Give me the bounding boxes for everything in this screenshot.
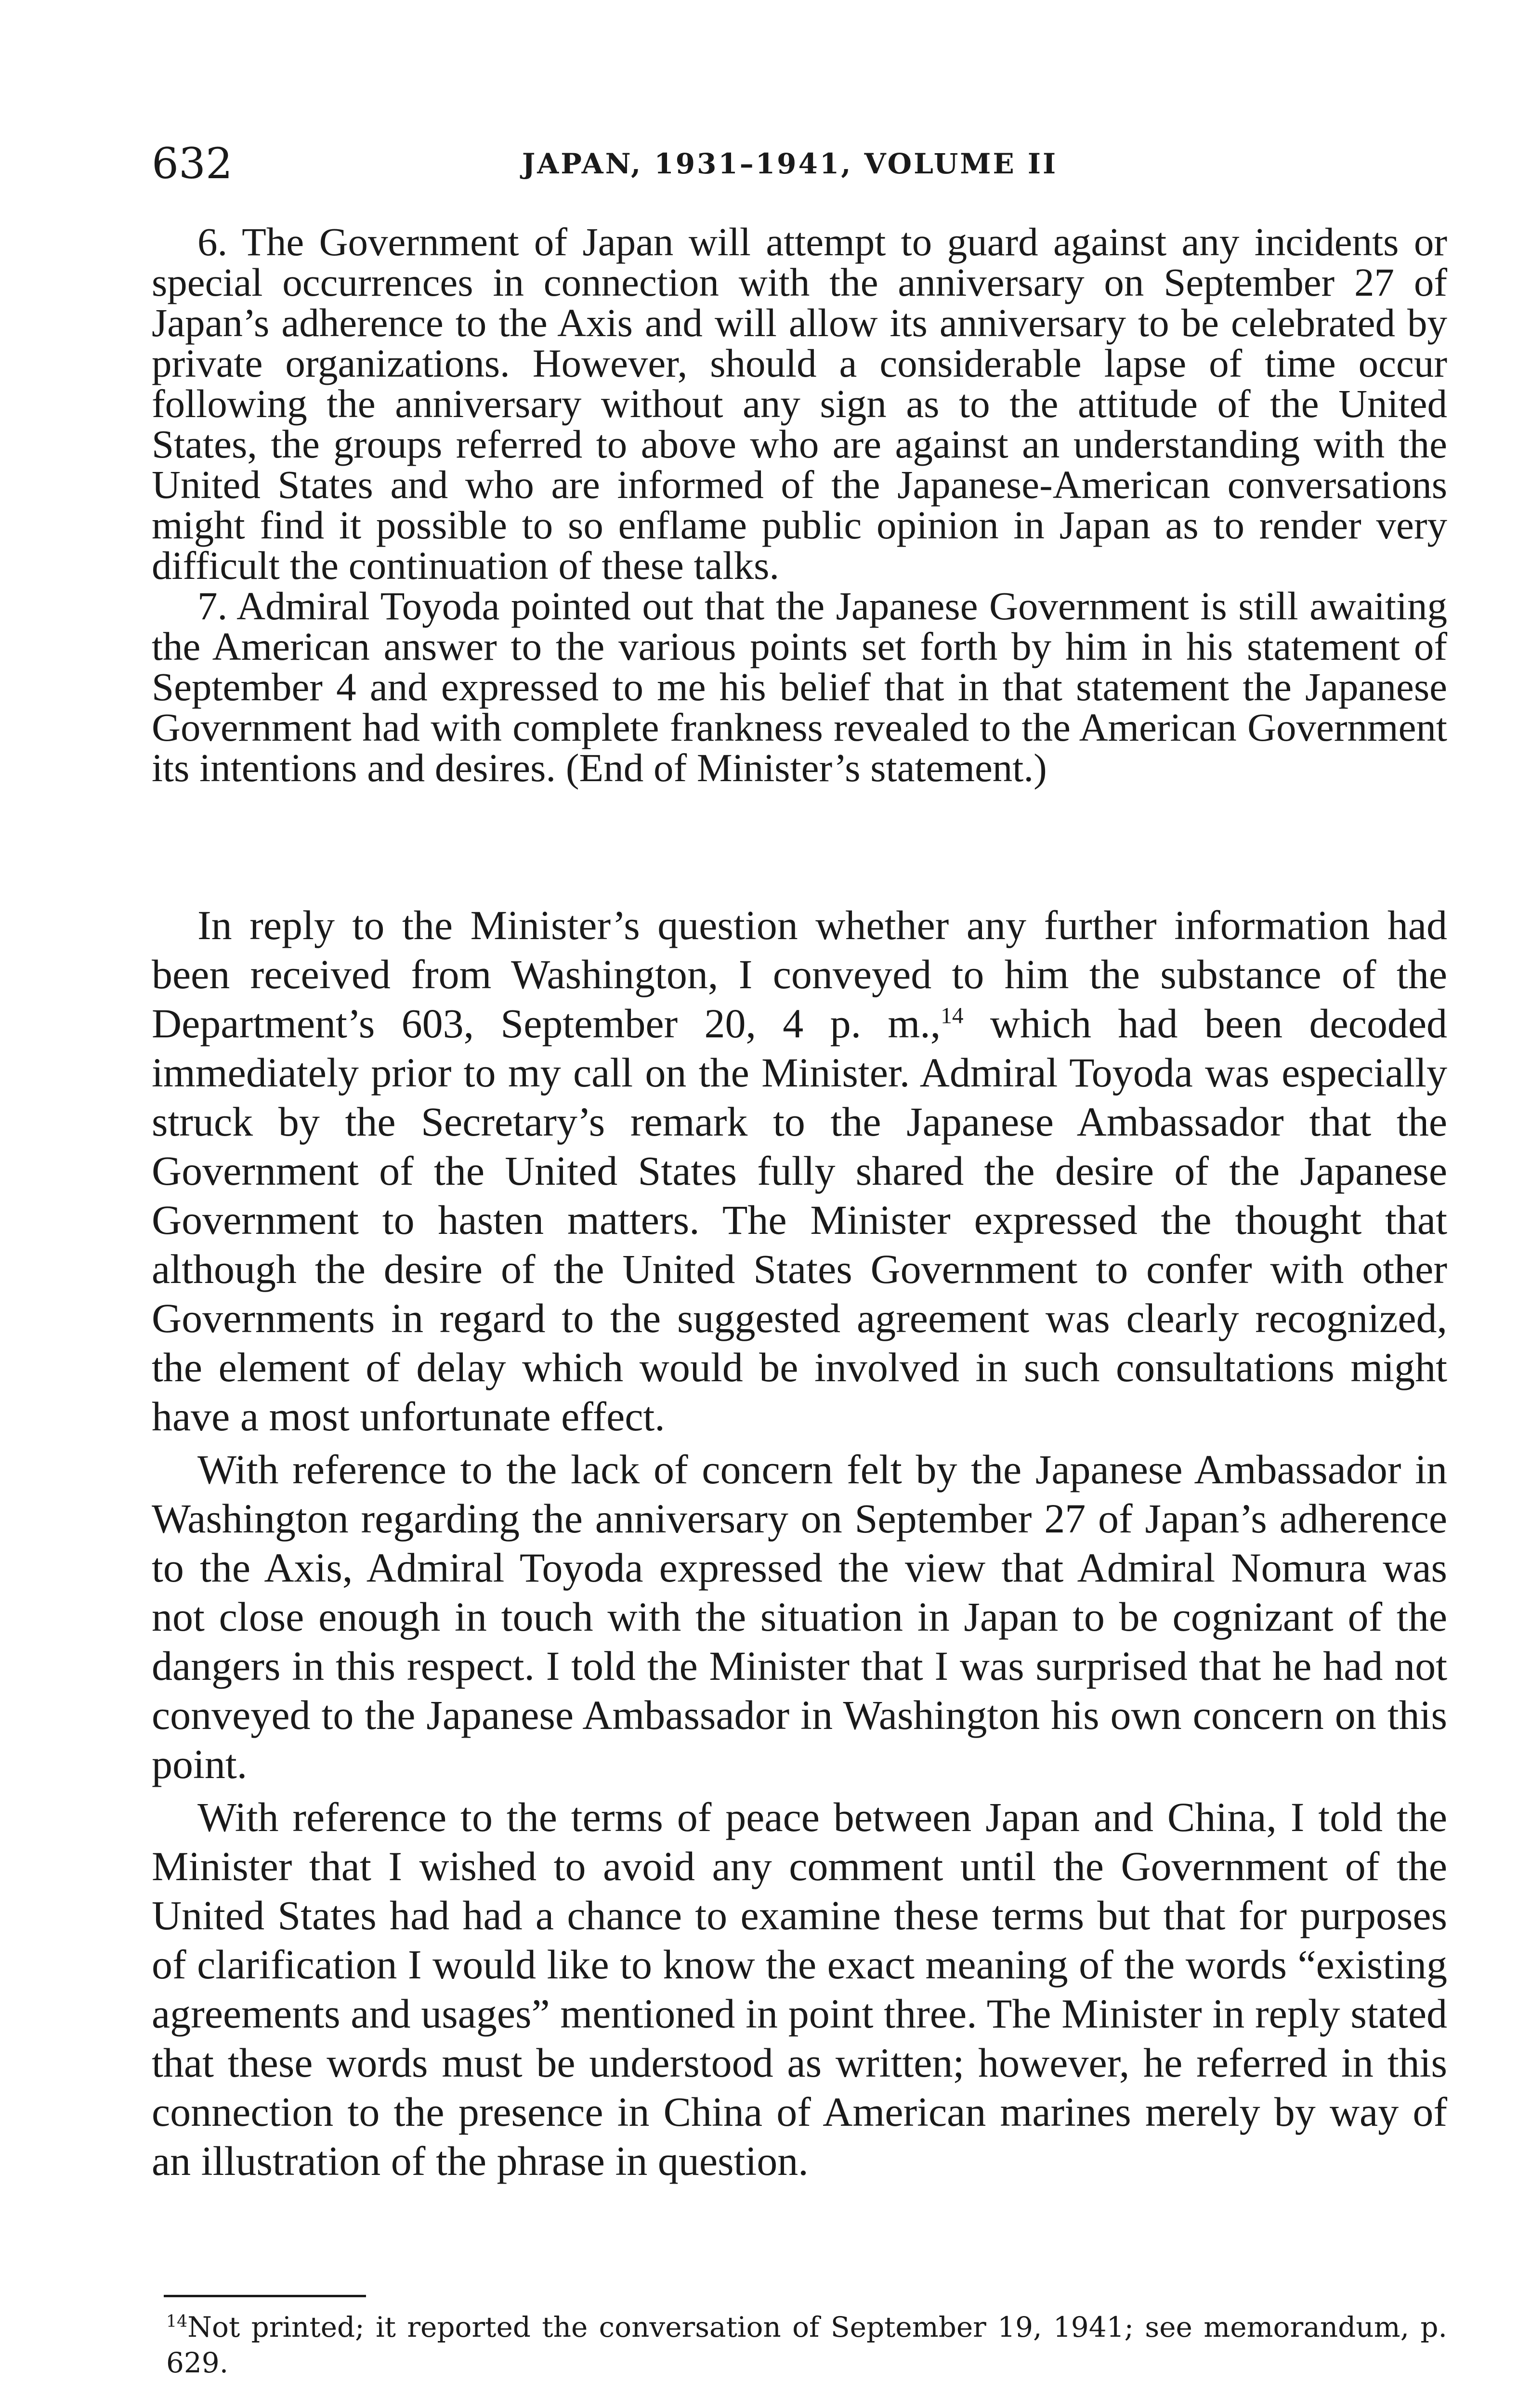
footnote-marker: 14	[166, 2312, 188, 2331]
footnote-divider	[164, 2295, 366, 2297]
page-header	[152, 137, 1447, 190]
paragraph-ambassador-concern: With reference to the lack of concern felt by the Japanese Ambassador in Washington regarding the anniversary on September 27 of Japan’s adherence to the Axis, Admiral Toyoda expressed the view that Admiral Nomura was not close enough in touch with the situation in Japan to be cognizant of the dangers in this respect. I told the Minister that I was surprised that he had not conveyed to the Japanese Ambassador in Washington his own concern on this point.	[152, 1446, 1447, 1787]
paragraph-reply-end: which had been decoded immediately prior to my call on the Minister. Admiral Toyoda was especially struck by the Secretary’s remark to the Japanese Ambassador that the Government of the United States fully shared the desire of the Japanese Government to hasten matters. The Minister expressed the thought that although the desire of the United States Government to confer with other Governments in regard to the suggested agreement was clearly recognized, the element of delay which would be involved in such consultations might have a most unfortunate effect.	[152, 1000, 1447, 1440]
body-text-main	[152, 901, 1447, 2189]
paragraph-reply-start: In reply to the Minister’s question whether any further information had been received from Washington, I conveyed to him the substance of the Department’s 603, September 20, 4 p. m.,	[152, 902, 1447, 1047]
paragraph-point-7: 7. Admiral Toyoda pointed out that the Japanese Government is still awaiting the American answer to the various points set forth by him in his statement of September 4 and expressed to me his belief that in that statement the Japanese Government had with complete frankness revealed to the American Government its intentions and desires. (End of Minister’s statement.)	[152, 584, 1447, 790]
page-number: 632	[152, 139, 233, 188]
running-head: JAPAN, 1931–1941, VOLUME II	[522, 147, 1058, 180]
footnote	[166, 2309, 1447, 2381]
body-text-upper	[152, 222, 1447, 788]
paragraph-reply	[152, 901, 1447, 1441]
footnote-text: Not printed; it reported the conversation of September 19, 1941; see memorandum, p. 629.	[166, 2311, 1447, 2379]
paragraph-point-6: 6. The Government of Japan will attempt to guard against any incidents or special occurrences in connection with the anniversary on September 27 of Japan’s adherence to the Axis and will allow its anniversary to be celebrated by private organizations. However, should a considerable lapse of time occur following the anniversary without any sign as to the attitude of the United States, the groups referred to above who are against an understanding with the United States and who are informed of the Japanese-American conversations might find it possible to so enflame public opinion in Japan as to render very difficult the continuation of these talks.	[152, 220, 1447, 588]
footnote-reference[interactable]: 14	[941, 1003, 964, 1029]
paragraph-peace-terms: With reference to the terms of peace between Japan and China, I told the Minister that I wished to avoid any comment until the Government of the United States had had a chance to examine these terms but that for purposes of clarification I would like to know the exact meaning of the words “existing agreements and usages” mentioned in point three. The Minister in reply stated that these words must be understood as written; however, he referred in this connection to the presence in China of American marines merely by way of an illustration of the phrase in question.	[152, 1794, 1447, 2184]
